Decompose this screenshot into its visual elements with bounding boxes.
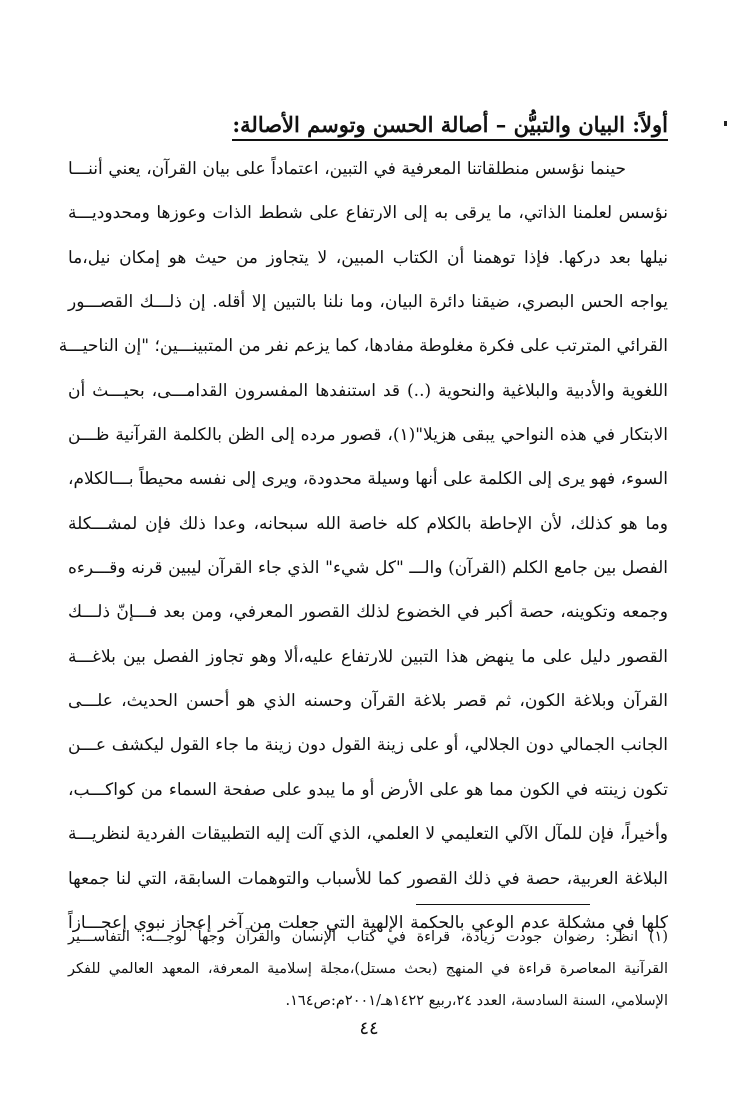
- text-line: يواجه الحس البصري، ضيقنا دائرة البيان، وما نلنا بالتبين إلا أقله. إن ذلـــك القصـــور: [68, 292, 668, 313]
- text-line: القرآن وبلاغة الكون، ثم قصر بلاغة القرآن وحسنه الذي هو أحسن الحديث، علـــى: [68, 691, 668, 712]
- body-text: [58, 150, 668, 948]
- text-line: وجمعه وتكوينه، حصة أكبر في الخضوع لذلك القصور المعرفي، ومن بعد فـــإنّ ذلـــك: [68, 602, 668, 623]
- text-line: نيلها بعد دركها. فإذا توهمنا أن الكتاب المبين، لا يتجاوز من حيث هو إمكان نيل،ما: [68, 247, 668, 268]
- margin-mark: [724, 121, 727, 126]
- page-number: ٤٤: [359, 1018, 379, 1039]
- text-line: وما هو كذلك، لأن الإحاطة بالكلام كله خاصة الله سبحانه، وعدا ذلك فإن لمشـــكلة: [68, 513, 668, 534]
- text-line: حينما نؤسس منطلقاتنا المعرفية في التبين، اعتماداً على بيان القرآن، يعني أننـــا: [68, 159, 626, 179]
- text-line: الفصل بين جامع الكلم (القرآن) والـــ "كل شيء" الذي جاء القرآن ليبين قرنه وقـــرءه: [68, 558, 668, 579]
- footnote: [68, 922, 668, 1018]
- text-line: تكون زينته في الكون مما هو على الأرض أو ما يبدو على صفحة السماء من كواكـــب،: [68, 779, 668, 800]
- text-line: اللغوية والأدبية والبلاغية والنحوية (..) قد استنفدها المفسرون القدامـــى، بحيـــث أن: [68, 380, 668, 401]
- text-line: نؤسس لعلمنا الذاتي، ما يرقى به إلى الارتفاع على شطط الذات وعوزها ومحدوديـــة: [68, 203, 668, 224]
- footnote-line: القرآنية المعاصرة قراءة في المنهج (بحث مستل)،مجلة إسلامية المعرفة، المعهد العالمي للفكر: [68, 961, 668, 977]
- text-line: وأخيراً، فإن للمآل الآلي التعليمي لا العلمي، الذي آلت إليه التطبيقات الفردية لنظريـــة: [68, 824, 668, 845]
- footnote-line: الإسلامي، السنة السادسة، العدد ٢٤،ربيع ١٤٢٢هـ/٢٠٠١م:ص١٦٤.: [285, 993, 668, 1009]
- text-line: الجانب الجمالي دون الجلالي، أو على زينة القول دون زينة ما جاء القول ليكشف عـــن: [68, 735, 668, 756]
- text-line: كلها في مشكلة عدم الوعي بالحكمة الإلهية التي جعلت من آخر إعجاز نبوي إعجـــازاً: [68, 912, 668, 933]
- section-heading: أولاً: البيان والتبيُّن – أصالة الحسن وتوسم الأصالة:: [232, 112, 668, 141]
- footnote-line: (١) انظر: رضوان جودت زيادة، قراءة في كتاب الإنسان والقرآن وجهاً لوجـــه: التفاســـير: [68, 929, 668, 945]
- text-line: السوء، فهو يرى إلى الكلمة على أنها وسيلة محدودة، ويرى إلى نفسه محيطاً بـــالكلام،: [68, 469, 668, 490]
- footnote-separator: [416, 904, 590, 905]
- text-line: البلاغة العربية، حصة في ذلك القصور كما للأسباب والتوهمات السابقة، التي لنا جمعها: [68, 868, 668, 889]
- text-line: الابتكار في هذه النواحي يبقى هزيلا"(١)، قصور مرده إلى الظن بالكلمة القرآنية ظـــن: [68, 425, 668, 446]
- text-line: القصور دليل على ما ينهض هذا التبين للارتفاع عليه،ألا وهو تجاوز الفصل بين بلاغـــة: [68, 646, 668, 667]
- text-line: القرائي المترتب على فكرة مغلوطة مفادها، كما يزعم نفر من المتبينـــين؛ "إن الناحيـــة: [58, 336, 668, 357]
